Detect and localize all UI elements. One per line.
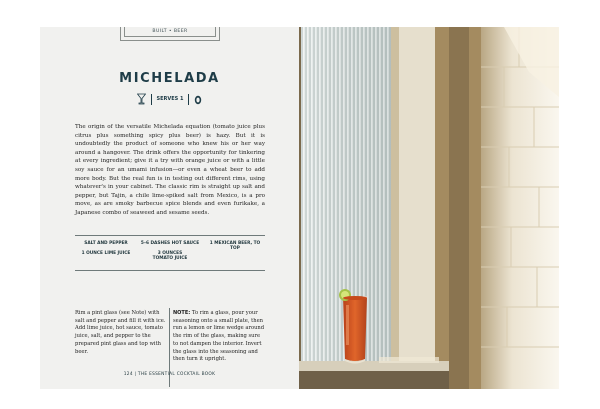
section-tab (120, 27, 220, 41)
recipe-title: MICHELADA (119, 71, 220, 86)
intro-paragraph: The origin of the versatile Michelada equation (tomato juice plus citrus plus something spicy plus beer) is hazy. But it is undoubtedly the product of someone who knew his or her way around a hangover. The drink offers the opportunity for tinkering at every ingredient; give it a try with orange juice or with a little soy sauce for an umami infusion—or even a wheat beer to add more body. But the real fun is in testing out different rims, using whatever's in your cabinet. The classic rim is straight up salt and pepper, but Tajin, a chile lime-spiked salt from Mexico, is a pro move, as are smoky barbecue spice blends and even furikake, a Japanese combo of seaweed and sesame seeds. (75, 124, 265, 216)
section-tab-label: BUILT • BEER (124, 27, 216, 37)
method-text: Rim a pint glass (see Note) with salt and pepper and fill it with ice. Add lime juice, hot sauce, tomato juice, salt, and pepper to the prepared pint glass and top with beer. (75, 310, 166, 355)
ingredient-item: SALT AND PEPPER (84, 241, 128, 246)
serves-row (40, 93, 299, 105)
ingredient-item: 1 MEXICAN BEER, TO TOP (209, 241, 261, 252)
cocktail-glass-icon (137, 93, 146, 105)
michelada-photo (299, 27, 559, 389)
ingredient-item: 3 OUNCES TOMATO JUICE (152, 251, 188, 262)
window-scene-image (299, 27, 559, 389)
ingredients-bottom-rule (75, 270, 265, 271)
note-body: To rim a glass, pour your seasoning onto a small plate, then run a lemon or lime wedge around the rim of the glass, making sure to not dampen the interior. Invert the glass into the seasoning and then turn it upright. (173, 310, 265, 363)
ingredient-item: 5–6 DASHES HOT SAUCE (140, 241, 200, 246)
ingredients-top-rule (75, 235, 265, 236)
note-label: NOTE: (173, 310, 191, 316)
drop-icon (194, 94, 202, 105)
page-footer: 124 | THE ESSENTIAL COCKTAIL BOOK (123, 372, 216, 377)
note-text (173, 310, 265, 364)
recipe-page (40, 27, 299, 389)
serves-divider (188, 94, 189, 105)
ingredient-item: 1 OUNCE LIME JUICE (81, 251, 131, 256)
serves-label: SERVES 1 (156, 96, 184, 102)
serves-divider (151, 94, 152, 105)
